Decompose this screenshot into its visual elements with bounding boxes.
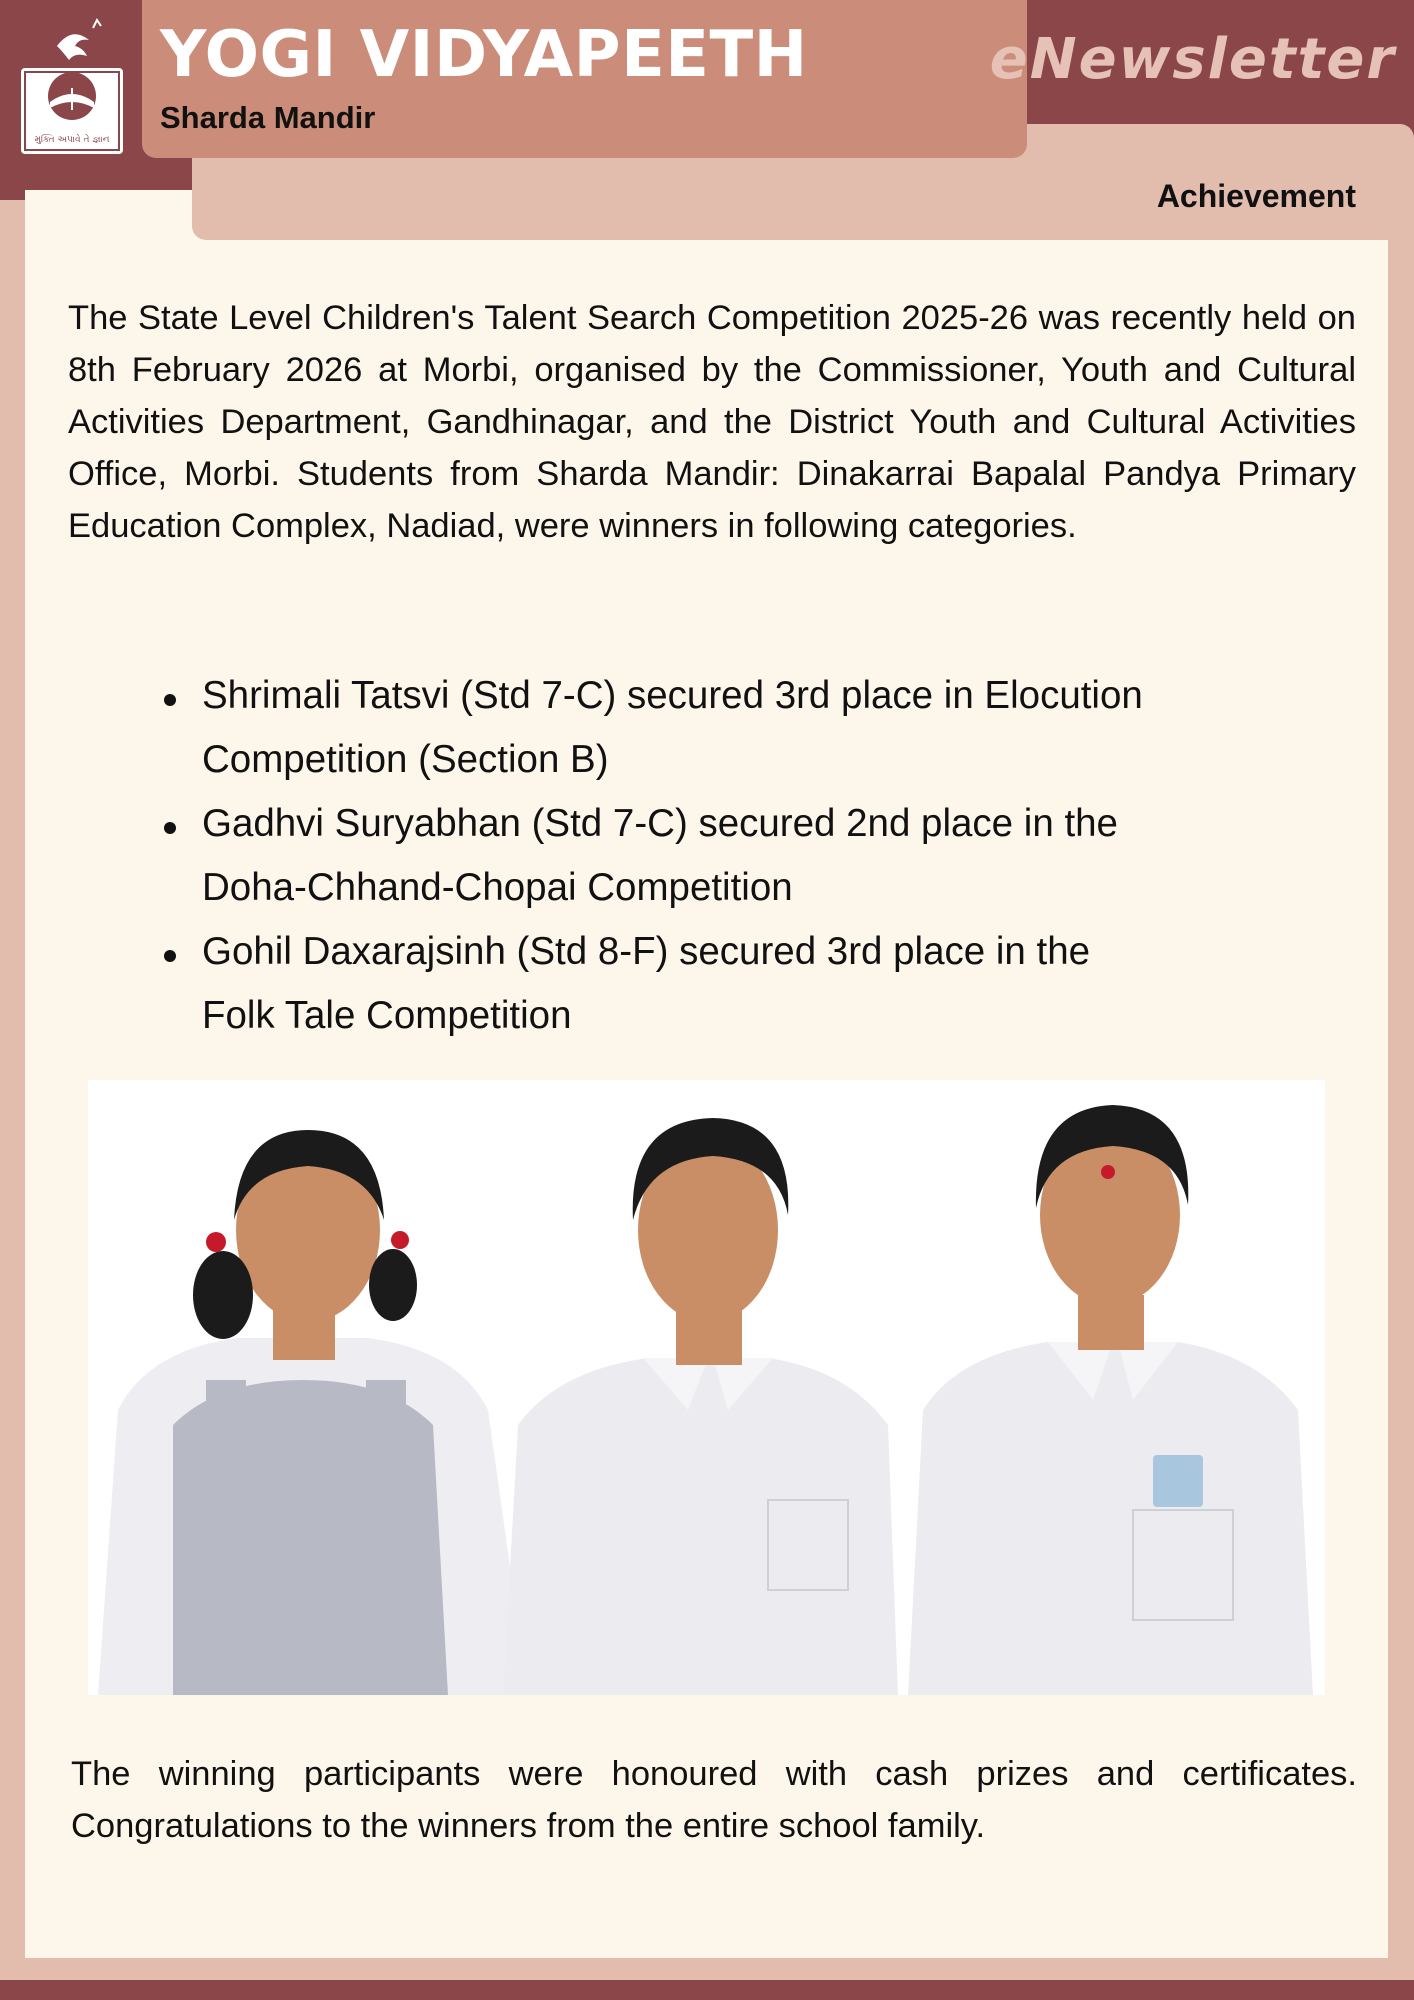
closing-line: Congratulations to the winners from the entire school family.: [71, 1807, 986, 1845]
section-label: Achievement: [1156, 178, 1356, 214]
winner-line: Folk Tale Competition: [202, 994, 572, 1037]
list-item: [160, 792, 1310, 920]
school-name: YOGI VIDYAPEETH: [160, 18, 808, 92]
title-card: [142, 0, 1027, 158]
winner-line: Shrimali Tatsvi (Std 7-C) secured 3rd place in Elocution: [202, 674, 1143, 717]
closing-paragraph: [71, 1748, 1357, 1852]
logo-caption: મુક્તિ અપાવે તે જ્ઞાન: [34, 135, 110, 145]
publication-title: eNewsletter: [989, 27, 1396, 92]
winner-line: Gohil Daxarajsinh (Std 8-F) secured 3rd place in the: [202, 930, 1091, 973]
closing-line: The winning participants were honoured with cash prizes and certificates.: [71, 1755, 1357, 1793]
winner-line: Doha-Chhand-Chopai Competition: [202, 866, 793, 909]
list-item: [160, 664, 1310, 792]
winner-line: Competition (Section B): [202, 738, 609, 781]
school-subtitle: Sharda Mandir: [160, 100, 376, 135]
winners-photo: [88, 1080, 1325, 1695]
footer-band: [0, 1980, 1414, 2000]
intro-paragraph: The State Level Children's Talent Search Competition 2025-26 was recently held on 8th February 2026 at Morbi, organised by the Commissioner, Youth and Cultural Activities Department, Gandhinagar, and the District Youth and Cultural Activities Office, Morbi. Students from Sharda Mandir: Dinakarrai Bapalal Pandya Primary Education Complex, Nadiad, were winners in following categories.: [68, 299, 1356, 545]
list-item: [160, 920, 1310, 1048]
winner-line: Gadhvi Suryabhan (Std 7-C) secured 2nd place in the: [202, 802, 1118, 845]
winners-list: [160, 664, 1310, 1048]
school-logo: [17, 16, 127, 158]
